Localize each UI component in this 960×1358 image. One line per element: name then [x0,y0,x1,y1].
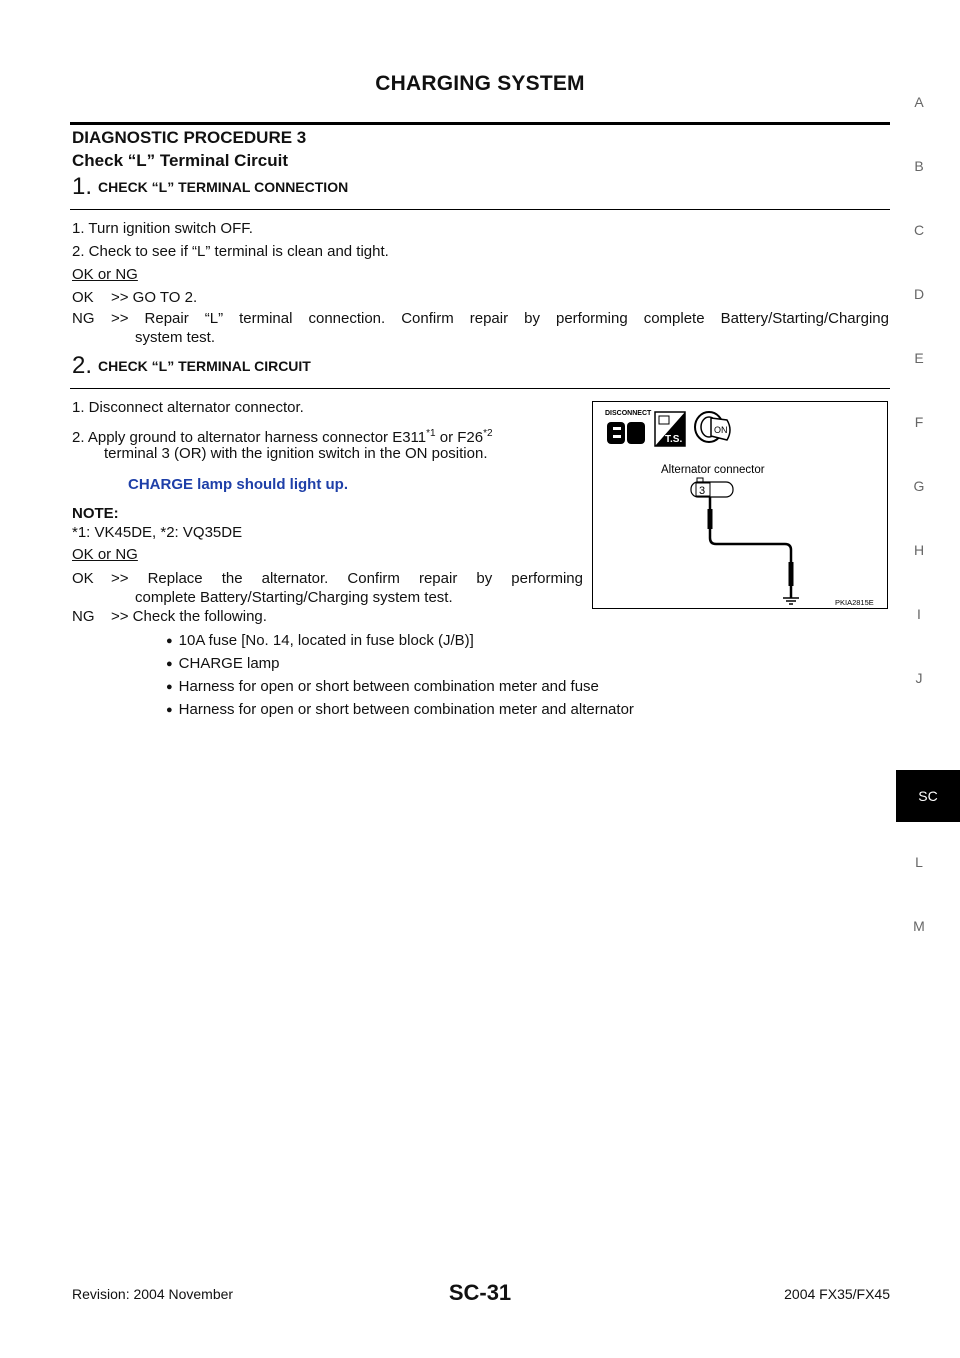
step2-heading [72,352,311,380]
step2-sup-2: *2 [483,428,493,439]
step2-number: 2. [72,352,93,379]
check-item: ● Harness for open or short between combination meter and fuse [166,677,599,697]
check-item: ● 10A fuse [No. 14, located in fuse block (J/B)] [166,631,474,651]
step2-rule [70,388,890,389]
disconnect-icon [605,410,652,444]
side-tab-e[interactable]: E [914,350,924,366]
step1-ng-text-1: >> Repair “L” terminal connection. Confirm repair by performing complete Battery/Starting/Charging [111,310,889,327]
step1-ok-text: >> GO TO 2. [111,289,198,306]
side-tab-l[interactable]: L [915,854,923,870]
disconnect-label: DISCONNECT [605,410,652,417]
check-item: ● CHARGE lamp [166,654,280,674]
side-tab-j[interactable]: J [915,670,923,686]
section-title: DIAGNOSTIC PROCEDURE 3 [72,128,307,147]
on-label: ON [714,425,728,435]
ground-icon [783,598,799,604]
step1-ng-text-2: system test. [135,329,216,346]
test-symbol-icon [655,412,685,446]
check-item: ● Harness for open or short between combination meter and alternator [166,700,634,720]
step2-ng-key: NG [72,608,95,625]
step2-heading-text: CHECK “L” TERMINAL CIRCUIT [98,358,311,374]
side-tab-b[interactable]: B [914,158,924,174]
terminal-label: 3 [699,485,706,497]
step1-item-2: 2. Check to see if “L” terminal is clean and tight. [72,243,389,260]
step2-item-2-line2: terminal 3 (OR) with the ignition switch in the ON position. [104,445,488,462]
side-tab-m[interactable]: M [913,918,925,934]
step1-item-1: 1. Turn ignition switch OFF. [72,220,253,237]
step1-rule [70,209,890,210]
step1-heading-text: CHECK “L” TERMINAL CONNECTION [98,179,349,195]
step1-ok-key: OK [72,289,94,306]
footer-model: 2004 FX35/FX45 [784,1286,890,1302]
harness-wire [708,497,794,598]
side-tab-a[interactable]: A [914,94,924,110]
step2-item-1: 1. Disconnect alternator connector. [72,399,304,416]
side-tab-sc-active[interactable]: SC [896,770,960,822]
ignition-key-icon [695,412,730,442]
step2-item-2-b: or F26 [435,429,484,446]
note-label: NOTE: [72,505,119,522]
title-rule [70,122,890,125]
page-number: SC-31 [448,1280,512,1305]
step1-number: 1. [72,173,93,200]
step1-ng-key: NG [72,310,95,327]
step2-expected-result: CHARGE lamp should light up. [128,476,348,493]
alternator-connector-figure [592,401,888,609]
connector-label: Alternator connector [661,464,765,476]
step1-ok-or-ng: OK or NG [72,266,138,283]
note-text: *1: VK45DE, *2: VQ35DE [72,524,243,541]
step2-ok-line-2: complete Battery/Starting/Charging system test. [135,589,453,606]
ts-label: T.S. [665,434,683,445]
side-tab-h[interactable]: H [913,542,925,558]
side-tab-g[interactable]: G [913,478,925,494]
step2-sup-1: *1 [426,428,436,439]
section-subtitle: Check “L” Terminal Circuit [72,151,289,170]
page-title: CHARGING SYSTEM [375,72,585,95]
side-tab-f[interactable]: F [914,414,924,430]
footer-revision: Revision: 2004 November [72,1286,234,1302]
step2-ok-line-1: >> Replace the alternator. Confirm repair by performing [111,570,583,587]
side-tab-c[interactable]: C [913,222,925,238]
side-tab-i[interactable]: I [917,606,921,622]
side-tab-d[interactable]: D [913,286,925,302]
step1-heading [72,173,348,201]
connector-icon [691,478,733,497]
step2-ok-key: OK [72,570,94,587]
figure-code: PKIA2815E [835,598,874,607]
step2-ok-or-ng: OK or NG [72,546,138,563]
step2-ng-text: >> Check the following. [111,608,267,625]
figure-svg [593,402,887,608]
step2-item-2-a: 2. Apply ground to alternator harness connector E311 [72,429,427,446]
